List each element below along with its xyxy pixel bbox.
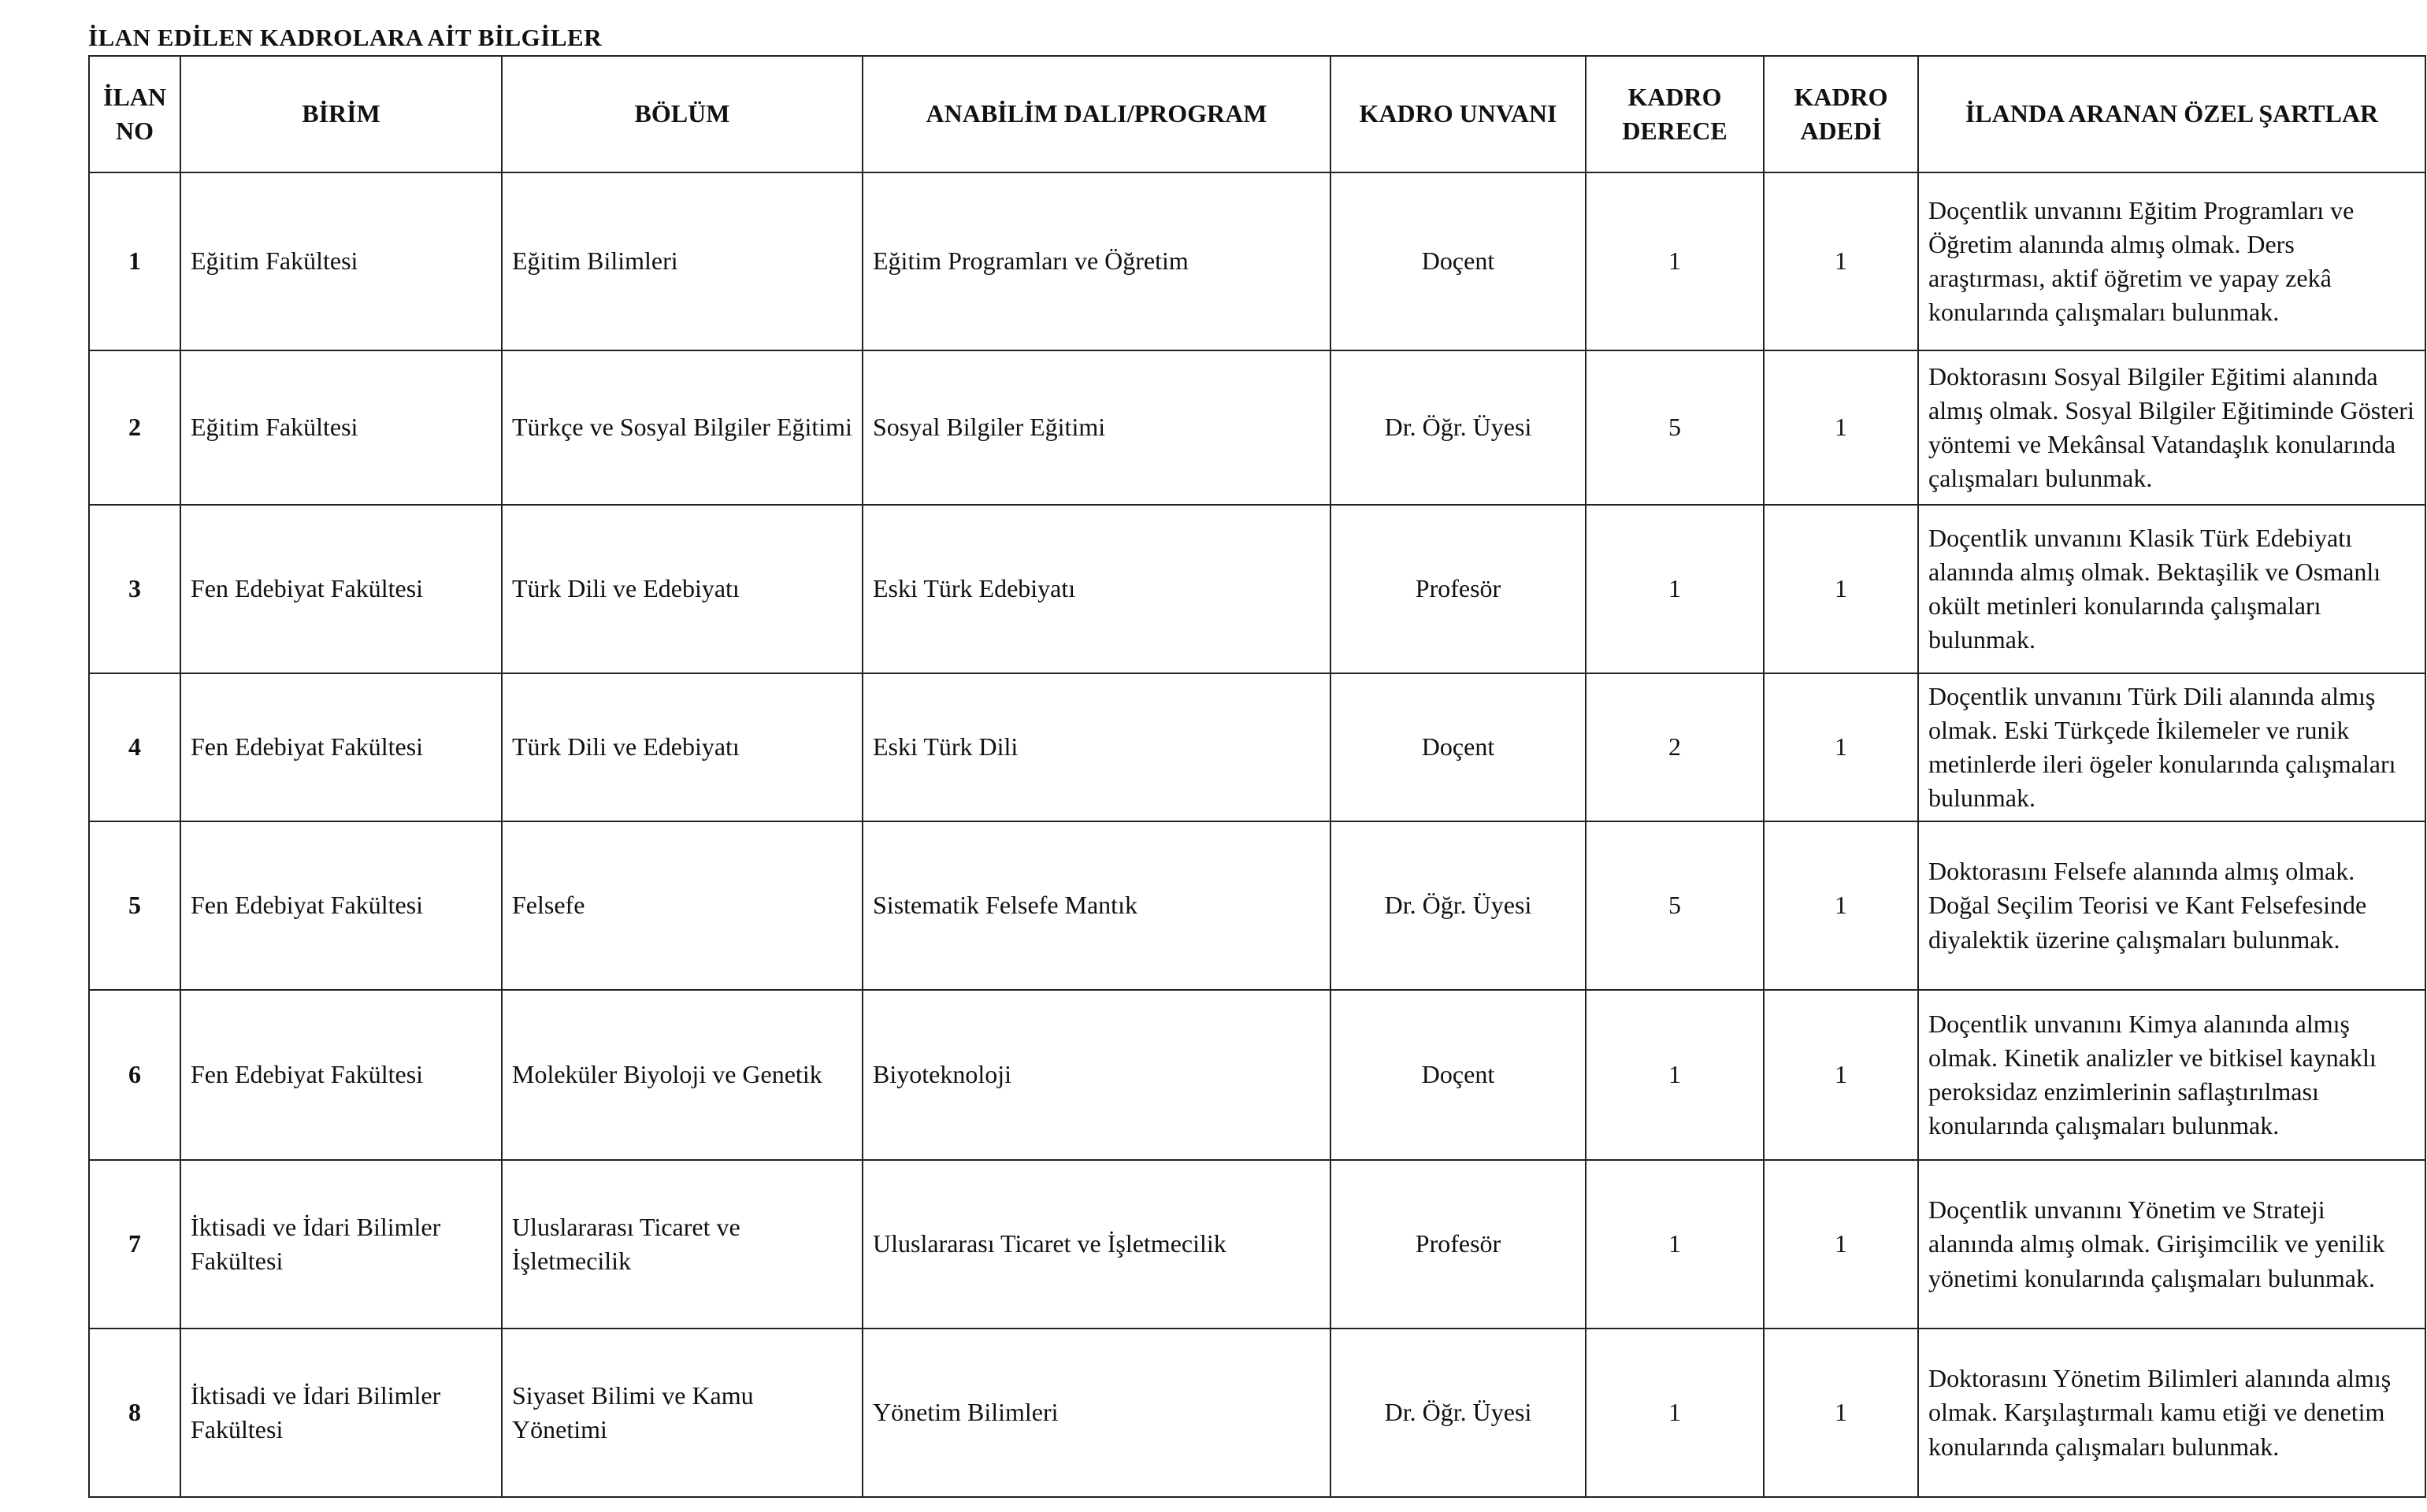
cell-ilan-no: 2	[89, 350, 180, 505]
cell-anabilim: Eski Türk Edebiyatı	[863, 505, 1330, 673]
header-adet-line1: KADRO	[1794, 82, 1888, 111]
cell-anabilim: Sistematik Felsefe Mantık	[863, 821, 1330, 990]
header-adet-line2: ADEDİ	[1800, 117, 1882, 145]
cell-anabilim: Yönetim Bilimleri	[863, 1329, 1330, 1497]
cell-bolum: Eğitim Bilimleri	[502, 172, 863, 350]
cell-adet: 1	[1764, 821, 1918, 990]
cell-derece: 1	[1586, 505, 1764, 673]
cell-derece: 1	[1586, 172, 1764, 350]
cell-birim: İktisadi ve İdari Bilimler Fakültesi	[180, 1329, 502, 1497]
cell-unvan: Dr. Öğr. Üyesi	[1330, 350, 1586, 505]
cell-adet: 1	[1764, 350, 1918, 505]
cell-sartlar: Doçentlik unvanını Eğitim Programları ve Öğretim alanında almış olmak. Ders araştırması, aktif öğretim ve yapay zekâ konularında çalışmaları bulunmak.	[1918, 172, 2425, 350]
cell-unvan: Profesör	[1330, 1160, 1586, 1329]
cell-derece: 1	[1586, 1329, 1764, 1497]
cell-unvan: Doçent	[1330, 172, 1586, 350]
cell-birim: Eğitim Fakültesi	[180, 350, 502, 505]
table-row	[89, 990, 2425, 1160]
table-row	[89, 673, 2425, 821]
cell-anabilim: Biyoteknoloji	[863, 990, 1330, 1160]
cell-unvan: Dr. Öğr. Üyesi	[1330, 821, 1586, 990]
document-title: İLAN EDİLEN KADROLARA AİT BİLGİLER	[88, 24, 603, 51]
cell-birim: Fen Edebiyat Fakültesi	[180, 505, 502, 673]
cell-birim: Fen Edebiyat Fakültesi	[180, 673, 502, 821]
cell-derece: 5	[1586, 821, 1764, 990]
table-row	[89, 821, 2425, 990]
cell-ilan-no: 5	[89, 821, 180, 990]
cell-adet: 1	[1764, 1329, 1918, 1497]
cell-sartlar: Doçentlik unvanını Türk Dili alanında almış olmak. Eski Türkçede İkilemeler ve runik metinlerde ileri ögeler konularında çalışmaları bulunmak.	[1918, 673, 2425, 821]
cell-derece: 5	[1586, 350, 1764, 505]
cell-ilan-no: 3	[89, 505, 180, 673]
header-sartlar: İLANDA ARANAN ÖZEL ŞARTLAR	[1918, 56, 2425, 172]
cell-sartlar: Doktorasını Felsefe alanında almış olmak. Doğal Seçilim Teorisi ve Kant Felsefesinde diyalektik üzerine çalışmaları bulunmak.	[1918, 821, 2425, 990]
cell-sartlar: Doktorasını Sosyal Bilgiler Eğitimi alanında almış olmak. Sosyal Bilgiler Eğitiminde Gösteri yöntemi ve Mekânsal Vatandaşlık konularında çalışmaları bulunmak.	[1918, 350, 2425, 505]
table-row	[89, 1329, 2425, 1497]
header-anabilim: ANABİLİM DALI/PROGRAM	[863, 56, 1330, 172]
cell-adet: 1	[1764, 505, 1918, 673]
cell-anabilim: Sosyal Bilgiler Eğitimi	[863, 350, 1330, 505]
table-row	[89, 172, 2425, 350]
cell-adet: 1	[1764, 1160, 1918, 1329]
cell-birim: Fen Edebiyat Fakültesi	[180, 990, 502, 1160]
cell-derece: 1	[1586, 990, 1764, 1160]
cell-sartlar: Doktorasını Yönetim Bilimleri alanında almış olmak. Karşılaştırmalı kamu etiği ve denetim konularında çalışmaları bulunmak.	[1918, 1329, 2425, 1497]
cell-bolum: Moleküler Biyoloji ve Genetik	[502, 990, 863, 1160]
cell-birim: Eğitim Fakültesi	[180, 172, 502, 350]
cell-sartlar: Doçentlik unvanını Klasik Türk Edebiyatı alanında almış olmak. Bektaşilik ve Osmanlı okült metinleri konularında çalışmaları bulunmak.	[1918, 505, 2425, 673]
cell-anabilim: Uluslararası Ticaret ve İşletmecilik	[863, 1160, 1330, 1329]
cell-ilan-no: 4	[89, 673, 180, 821]
table-row	[89, 350, 2425, 505]
header-derece	[1586, 56, 1764, 172]
header-derece-line1: KADRO	[1627, 82, 1722, 111]
header-ilan-no-line1: İLAN	[102, 82, 166, 111]
cell-derece: 1	[1586, 1160, 1764, 1329]
header-unvan: KADRO UNVANI	[1330, 56, 1586, 172]
cell-ilan-no: 8	[89, 1329, 180, 1497]
cell-unvan: Doçent	[1330, 673, 1586, 821]
cell-bolum: Siyaset Bilimi ve Kamu Yönetimi	[502, 1329, 863, 1497]
cell-ilan-no: 7	[89, 1160, 180, 1329]
cell-ilan-no: 1	[89, 172, 180, 350]
cell-bolum: Uluslararası Ticaret ve İşletmecilik	[502, 1160, 863, 1329]
positions-table	[88, 55, 2426, 1498]
cell-anabilim: Eski Türk Dili	[863, 673, 1330, 821]
cell-bolum: Türk Dili ve Edebiyatı	[502, 673, 863, 821]
cell-unvan: Doçent	[1330, 990, 1586, 1160]
cell-derece: 2	[1586, 673, 1764, 821]
cell-sartlar: Doçentlik unvanını Kimya alanında almış olmak. Kinetik analizler ve bitkisel kaynaklı peroksidaz enzimlerinin saflaştırılması konularında çalışmaları bulunmak.	[1918, 990, 2425, 1160]
header-ilan-no-line2: NO	[116, 117, 154, 145]
cell-adet: 1	[1764, 990, 1918, 1160]
table-row	[89, 1160, 2425, 1329]
cell-birim: İktisadi ve İdari Bilimler Fakültesi	[180, 1160, 502, 1329]
cell-birim: Fen Edebiyat Fakültesi	[180, 821, 502, 990]
cell-anabilim: Eğitim Programları ve Öğretim	[863, 172, 1330, 350]
header-adet	[1764, 56, 1918, 172]
cell-unvan: Dr. Öğr. Üyesi	[1330, 1329, 1586, 1497]
cell-ilan-no: 6	[89, 990, 180, 1160]
cell-sartlar: Doçentlik unvanını Yönetim ve Strateji alanında almış olmak. Girişimcilik ve yenilik yönetimi konularında çalışmaları bulunmak.	[1918, 1160, 2425, 1329]
header-birim: BİRİM	[180, 56, 502, 172]
cell-adet: 1	[1764, 172, 1918, 350]
header-bolum: BÖLÜM	[502, 56, 863, 172]
cell-unvan: Profesör	[1330, 505, 1586, 673]
header-derece-line2: DERECE	[1622, 117, 1727, 145]
cell-adet: 1	[1764, 673, 1918, 821]
table-header-row	[89, 56, 2425, 172]
cell-bolum: Felsefe	[502, 821, 863, 990]
cell-bolum: Türk Dili ve Edebiyatı	[502, 505, 863, 673]
header-ilan-no	[89, 56, 180, 172]
table-row	[89, 505, 2425, 673]
cell-bolum: Türkçe ve Sosyal Bilgiler Eğitimi	[502, 350, 863, 505]
